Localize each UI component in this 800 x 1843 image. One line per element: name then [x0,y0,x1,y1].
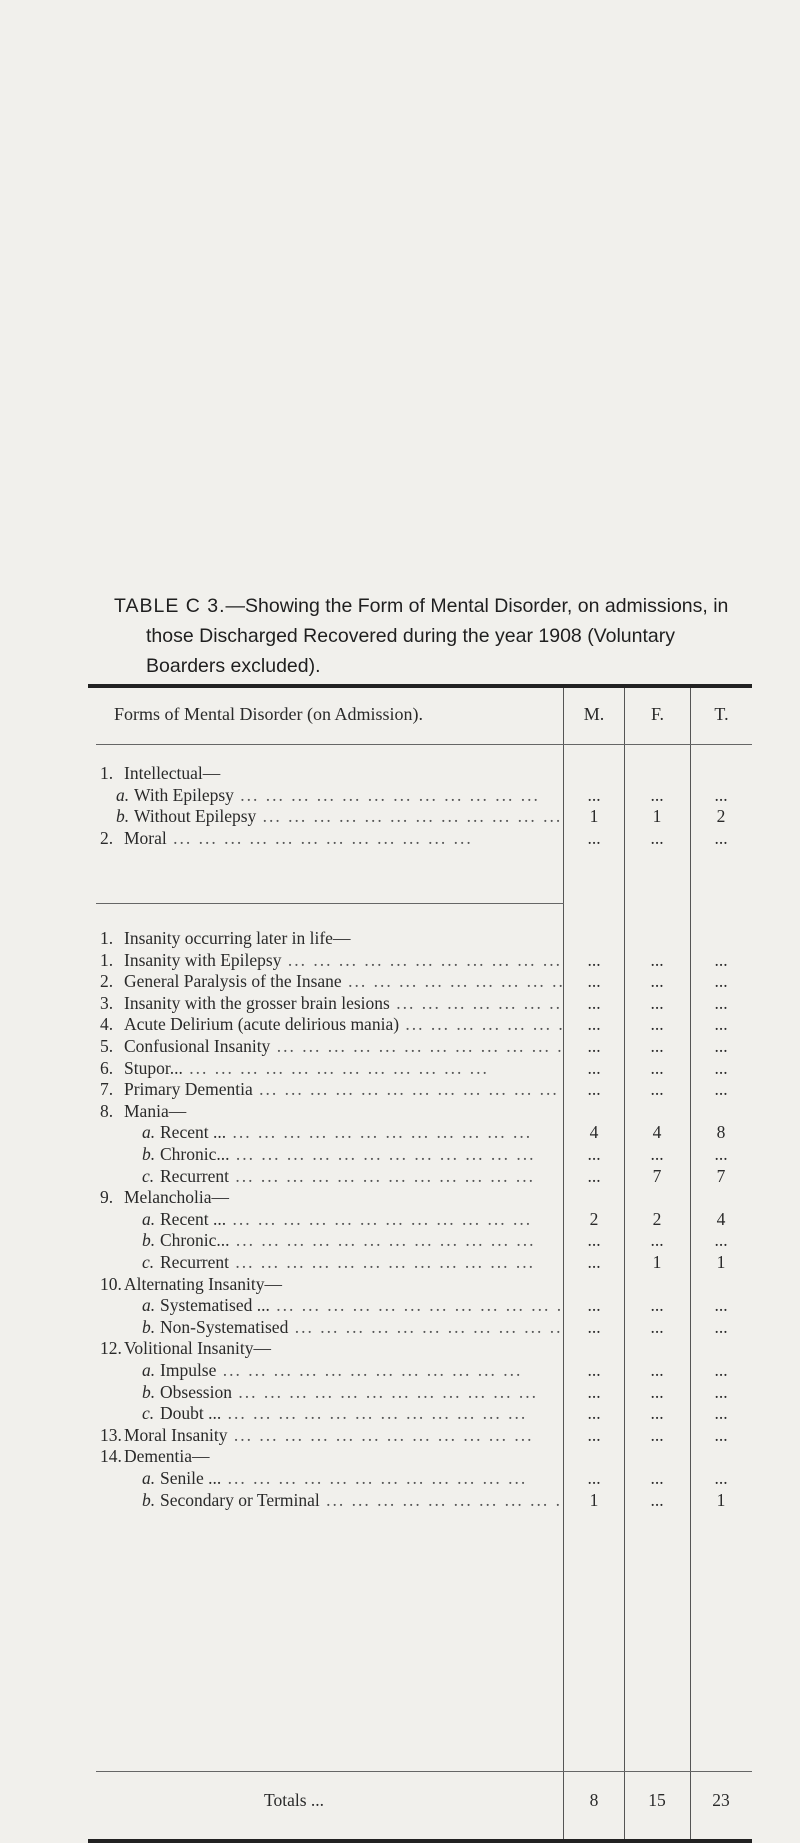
totals-t: 23 [712,1790,730,1810]
row-label-cell [88,1034,563,1058]
cell-t: ... [714,971,728,992]
row-number: a. [142,1295,156,1316]
cell-t: ... [714,1403,728,1424]
row-label: Chronic... ... [160,1142,536,1166]
row-label: Acute Delirium (acute delirious mania) ... [124,1012,563,1036]
row-label: Mania— [124,1100,187,1121]
table-bottom-rule [88,1839,752,1843]
table-row [88,1272,752,1296]
totals-m: 8 [589,1790,599,1810]
table-row [88,1207,752,1231]
cell-f: ... [650,971,664,992]
header-forms: Forms of Mental Disorder (on Admission). [114,704,423,724]
header-m: M. [583,704,605,724]
cell-f: 1 [652,1252,662,1272]
row-label-cell [88,1142,563,1166]
cell-t: ... [714,1295,728,1316]
table-row [88,1293,752,1317]
totals-label: Totals ... [264,1790,325,1810]
row-number: 5. [100,1036,114,1056]
row-label-cell [88,1488,563,1512]
row-label-cell [88,1380,563,1404]
cell-f: ... [650,1014,664,1035]
row-label-cell [88,926,563,950]
cell-t: ... [714,1468,728,1488]
cell-m: ... [587,1165,601,1186]
row-label-cell [88,1315,563,1339]
cell-m: ... [587,1036,601,1056]
table-row [88,948,752,972]
row-label-cell [88,969,563,993]
header-f: F. [650,704,665,724]
row-label: Insanity with the grosser brain lesions ... [124,991,563,1015]
row-label-cell [88,1250,563,1274]
cell-m: ... [587,827,601,848]
cell-m: ... [587,1144,601,1164]
table-row [88,1423,752,1447]
table-row [88,804,752,828]
table-row [88,1185,752,1209]
cell-t: ... [714,1424,728,1445]
cell-t: 8 [716,1122,726,1143]
cell-m: 1 [589,806,599,826]
cell-t: 7 [716,1165,726,1186]
row-number: 14. [100,1446,122,1467]
row-number: c. [142,1403,155,1424]
row-label-cell [88,1185,563,1209]
row-number: b. [142,1381,156,1402]
row-label-cell [88,1207,563,1231]
row-label: Alternating Insanity— [124,1273,282,1294]
row-number: 1. [100,949,114,970]
row-label: With Epilepsy ... [134,783,540,807]
cell-m: ... [587,1316,601,1337]
row-label: General Paralysis of the Insane ... [124,969,563,993]
row-label-cell [88,1401,563,1425]
cell-m: 1 [589,1489,599,1510]
table-row [88,1250,752,1274]
row-label: Senile ... ... [160,1466,527,1490]
table-caption [114,591,754,681]
cell-f: ... [650,1468,664,1488]
row-number: c. [142,1165,155,1186]
row-number: b. [116,806,130,826]
cell-f: 4 [652,1122,662,1143]
row-label: Moral Insanity ... [124,1423,534,1447]
row-label-cell [88,1466,563,1490]
table-row [88,1120,752,1144]
cell-t: ... [714,827,728,848]
table-row [88,761,752,785]
cell-m: ... [587,949,601,970]
row-label: Melancholia— [124,1187,229,1208]
row-number: a. [142,1468,156,1488]
table-number: TABLE C 3. [114,595,226,617]
cell-t: 4 [716,1208,726,1229]
row-label: Recent ... ... [160,1120,532,1144]
table-row [88,1012,752,1036]
table-row [88,1336,752,1360]
row-label-cell [88,1336,563,1360]
cell-m: ... [587,1403,601,1424]
cell-f: ... [650,992,664,1013]
row-label-cell [88,826,563,850]
cell-t: ... [714,1230,728,1251]
row-number: b. [142,1316,156,1337]
row-label-cell [88,1272,563,1296]
totals-f: 15 [648,1790,666,1810]
cell-t: ... [714,992,728,1013]
row-label-cell [88,1077,563,1101]
row-label: Doubt ... ... [160,1401,527,1425]
table-row [88,969,752,993]
row-label: Dementia— [124,1446,210,1467]
row-number: b. [142,1144,156,1164]
table-row [88,1228,752,1252]
row-label: Without Epilepsy ... [134,804,562,828]
cell-m: ... [587,1295,601,1316]
row-number: a. [116,784,130,805]
cell-t: 2 [716,806,726,826]
row-label-cell [88,1164,563,1188]
cell-f: ... [650,784,664,805]
table-row [88,1358,752,1382]
table-row [88,991,752,1015]
row-label: Moral ... [124,826,473,850]
cell-f: ... [650,1424,664,1445]
row-number: 1. [100,763,114,783]
table-top-rule [88,684,752,688]
cell-t: 1 [716,1252,726,1272]
header-rule [96,744,752,745]
cell-f: ... [650,1079,664,1100]
row-label-cell [88,1228,563,1252]
cell-m: ... [587,1252,601,1272]
table-row [88,1315,752,1339]
cell-f: ... [650,1381,664,1402]
row-number: a. [142,1208,156,1229]
row-label: Chronic... ... [160,1228,536,1252]
row-label: Systematised ... ... [160,1293,563,1317]
row-label-cell [88,1099,563,1123]
row-number: 2. [100,971,114,992]
row-number: c. [142,1252,155,1272]
row-number: 12. [100,1338,122,1359]
table-row [88,1401,752,1425]
row-number: 9. [100,1187,114,1208]
row-label: Recurrent ... [160,1164,535,1188]
row-label: Recurrent ... [160,1250,535,1274]
row-number: a. [142,1360,156,1380]
table-row [88,1488,752,1512]
row-number: 2. [100,827,114,848]
row-label-cell [88,1056,563,1080]
row-label: Primary Dementia ... [124,1077,559,1101]
row-number: 7. [100,1079,114,1100]
table-row [88,1142,752,1166]
cell-f: ... [650,1036,664,1056]
row-label: Impulse ... [160,1358,522,1382]
row-number: b. [142,1230,156,1251]
row-label: Secondary or Terminal ... [160,1488,563,1512]
cell-f: 1 [652,806,662,826]
cell-f: ... [650,1057,664,1078]
cell-t: 1 [716,1489,726,1510]
cell-m: ... [587,1360,601,1380]
table-row [88,926,752,950]
cell-f: 7 [652,1165,662,1186]
row-label-cell [88,1444,563,1468]
totals-row [88,1788,752,1812]
cell-t: ... [714,1316,728,1337]
caption-text: —Showing the Form of Mental Disorder, on admissions, in those Discharged Recovered during the year 1908 (Voluntary Boarders excluded). [146,595,729,677]
cell-t: ... [714,1360,728,1380]
cell-t: ... [714,1036,728,1056]
row-label-cell [88,1293,563,1317]
table-row [88,1077,752,1101]
cell-t: ... [714,949,728,970]
cell-t: ... [714,1079,728,1100]
row-label: Confusional Insanity ... [124,1034,563,1058]
cell-m: ... [587,992,601,1013]
table-row [88,1444,752,1468]
row-number: 10. [100,1273,122,1294]
section-rule [96,903,564,904]
row-number: a. [142,1122,156,1143]
cell-t: ... [714,784,728,805]
row-label: Non-Systematised ... [160,1315,563,1339]
row-label: Insanity occurring later in life— [124,928,351,948]
cell-t: ... [714,1381,728,1402]
table-row [88,1164,752,1188]
cell-f: ... [650,1403,664,1424]
row-label-cell [88,948,563,972]
cell-m: 2 [589,1208,599,1229]
row-number: 8. [100,1100,114,1121]
row-label: Intellectual— [124,763,221,783]
row-number: 13. [100,1424,122,1445]
row-label: Stupor... ... [124,1056,489,1080]
cell-f: ... [650,1230,664,1251]
row-label-cell [88,804,563,828]
row-label-cell [88,1120,563,1144]
row-label-cell [88,1012,563,1036]
row-label-cell [88,1358,563,1382]
cell-f: 2 [652,1208,662,1229]
table-row [88,1056,752,1080]
cell-m: ... [587,1079,601,1100]
table-row [88,1466,752,1490]
row-number: 6. [100,1057,114,1078]
row-number: 4. [100,1014,114,1035]
cell-f: ... [650,949,664,970]
header-t: T. [714,704,729,724]
cell-m: ... [587,784,601,805]
table-row [88,783,752,807]
table-row [88,1099,752,1123]
cell-f: ... [650,1360,664,1380]
row-label-cell [88,1423,563,1447]
row-label: Insanity with Epilepsy ... [124,948,563,972]
cell-m: ... [587,1057,601,1078]
row-label-cell [88,991,563,1015]
cell-m: ... [587,1230,601,1251]
cell-m: ... [587,1014,601,1035]
cell-f: ... [650,1295,664,1316]
row-number: 3. [100,992,114,1013]
row-label-cell [88,761,563,785]
cell-m: ... [587,1468,601,1488]
table-row [88,1380,752,1404]
table-row [88,826,752,850]
row-label: Obsession ... [160,1380,538,1404]
row-number: b. [142,1489,156,1510]
cell-t: ... [714,1144,728,1164]
cell-f: ... [650,1316,664,1337]
cell-m: ... [587,971,601,992]
cell-f: ... [650,827,664,848]
row-label-cell [88,783,563,807]
cell-f: ... [650,1489,664,1510]
row-number: 1. [100,928,114,948]
cell-t: ... [714,1057,728,1078]
row-label: Volitional Insanity— [124,1338,271,1359]
cell-m: ... [587,1424,601,1445]
cell-m: ... [587,1381,601,1402]
cell-f: ... [650,1144,664,1164]
totals-rule [96,1771,752,1772]
table-row [88,1034,752,1058]
cell-m: 4 [589,1122,599,1143]
cell-t: ... [714,1014,728,1035]
row-label: Recent ... ... [160,1207,532,1231]
